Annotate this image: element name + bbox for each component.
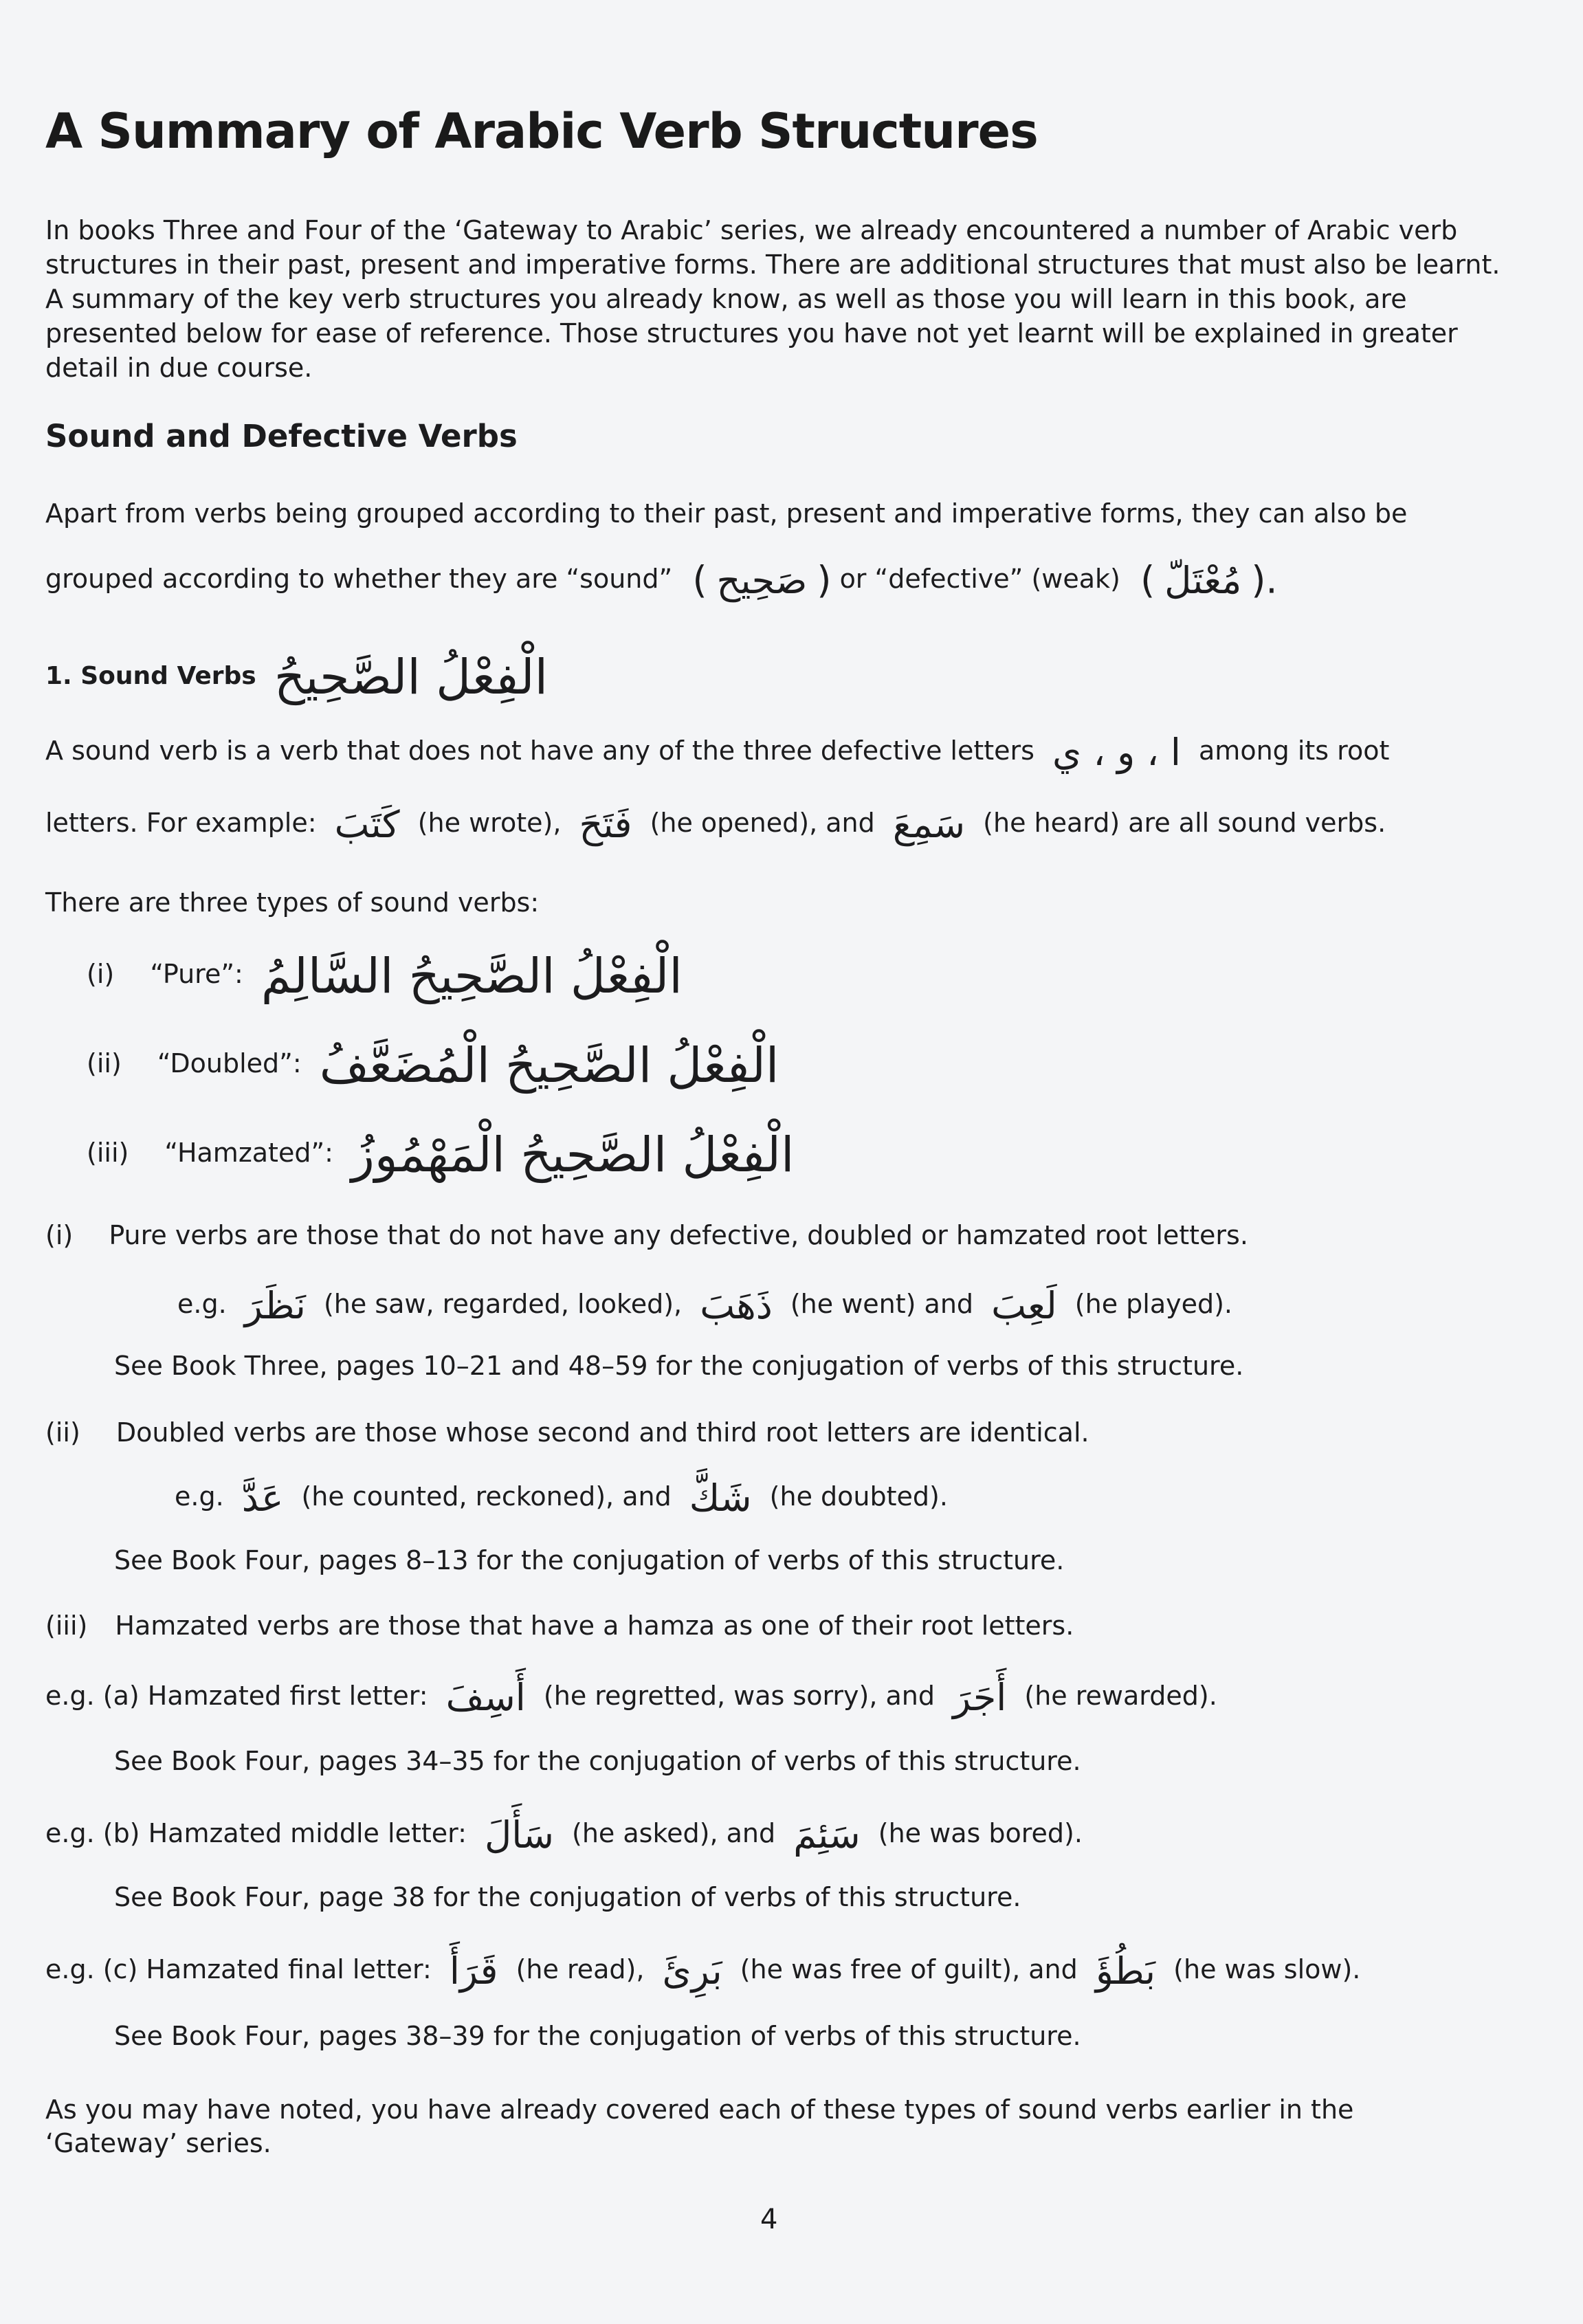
sound-verb-examples bbox=[45, 802, 1386, 846]
eg-label: e.g. bbox=[175, 1481, 224, 1512]
page-title: A Summary of Arabic Verb Structures bbox=[45, 103, 1038, 159]
sound-verbs-heading-arabic: الْفِعْلُ الصَّحِيحُ bbox=[274, 648, 549, 705]
example-arabic: أَجَرَ bbox=[953, 1675, 1007, 1719]
example-arabic: عَدَّ bbox=[241, 1476, 284, 1520]
grouping-text-2a: grouped according to whether they are “sound” bbox=[45, 564, 673, 594]
closing-line-1: As you may have noted, you have already covered each of these types of sound verbs earlier in the bbox=[45, 2094, 1354, 2125]
example-arabic: ذَهَبَ bbox=[700, 1283, 773, 1327]
pure-verbs-reference: See Book Three, pages 10–21 and 48–59 for the conjugation of verbs of this structure. bbox=[114, 1351, 1244, 1381]
hamzated-middle-reference: See Book Four, page 38 for the conjugation of verbs of this structure. bbox=[114, 1882, 1021, 1912]
hamzated-verbs-text: Hamzated verbs are those that have a hamza as one of their root letters. bbox=[115, 1611, 1074, 1641]
type-arabic: الْفِعْلُ الصَّحِيحُ الْمَهْمُوزُ bbox=[351, 1126, 795, 1183]
example-arabic-samia: سَمِعَ bbox=[892, 802, 966, 846]
definition-text-a: A sound verb is a verb that does not have any of the three defective letters bbox=[45, 735, 1034, 766]
example-gloss: (he was bored). bbox=[878, 1818, 1083, 1848]
pure-verbs-text: Pure verbs are those that do not have any defective, doubled or hamzated root letters. bbox=[109, 1220, 1248, 1250]
sound-arabic-term: صَحِيح bbox=[716, 558, 808, 602]
type-arabic: الْفِعْلُ الصَّحِيحُ السَّالِمُ bbox=[261, 947, 683, 1004]
example-gloss: (he heard) are all sound verbs. bbox=[983, 808, 1386, 838]
type-item-pure bbox=[87, 947, 692, 1004]
hamzated-final-reference: See Book Four, pages 38–39 for the conjugation of verbs of this structure. bbox=[114, 2021, 1081, 2051]
hamzated-middle-label: e.g. (b) Hamzated middle letter: bbox=[45, 1818, 467, 1848]
example-arabic: بَرِئَ bbox=[662, 1949, 722, 1993]
example-gloss: (he was free of guilt), and bbox=[740, 1954, 1078, 1984]
pure-verbs-examples bbox=[177, 1285, 1232, 1325]
type-label: “Pure”: bbox=[150, 959, 243, 989]
example-gloss: (he counted, reckoned), and bbox=[301, 1481, 672, 1512]
example-arabic: شَكَّ bbox=[689, 1476, 752, 1520]
types-intro: There are three types of sound verbs: bbox=[45, 887, 540, 918]
grouping-line-2: grouped according to whether they are “sound” ( صَحِيح ) or “defective” (weak) ( مُعْتَلّ ). bbox=[45, 558, 1278, 602]
doubled-verbs-examples bbox=[175, 1476, 948, 1520]
example-gloss: (he regretted, was sorry), and bbox=[543, 1681, 936, 1711]
type-arabic: الْفِعْلُ الصَّحِيحُ الْمُضَعَّفُ bbox=[319, 1037, 779, 1094]
hamzated-final-examples bbox=[45, 1949, 1361, 1993]
defective-arabic-term: مُعْتَلّ bbox=[1164, 558, 1242, 602]
example-gloss: (he read), bbox=[516, 1954, 645, 1984]
example-arabic: سَأَلَ bbox=[484, 1813, 554, 1857]
hamzated-middle-examples bbox=[45, 1813, 1083, 1857]
doubled-verbs-definition bbox=[45, 1414, 1089, 1451]
example-gloss: (he rewarded). bbox=[1024, 1681, 1217, 1711]
example-gloss: (he went) and bbox=[790, 1289, 974, 1319]
hamzated-verbs-definition bbox=[45, 1607, 1074, 1644]
type-item-hamzated bbox=[87, 1126, 804, 1183]
section-heading: Sound and Defective Verbs bbox=[45, 418, 518, 454]
example-gloss: (he opened), and bbox=[650, 808, 875, 838]
example-gloss: (he played). bbox=[1074, 1289, 1233, 1319]
intro-paragraph: In books Three and Four of the ‘Gateway to Arabic’ series, we already encountered a number of Arabic verb structures in their past, present and imperative forms. There are additional structures that must also be learnt. A summary of the key verb structures you already know, as well as those you will learn in this book, are presented below for ease of reference. Those structures you have not yet learnt will be explained in greater detail in due course. bbox=[45, 215, 1501, 383]
example-arabic: لَعِبَ bbox=[991, 1283, 1057, 1327]
example-gloss: (he was slow). bbox=[1173, 1954, 1361, 1984]
example-arabic-kataba: كَتَبَ bbox=[334, 802, 400, 846]
grouping-line-1 bbox=[45, 495, 1407, 532]
example-arabic: قَرَأَ bbox=[449, 1949, 498, 1993]
sound-verbs-heading-text: 1. Sound Verbs bbox=[45, 662, 256, 690]
type-label: “Doubled”: bbox=[157, 1048, 302, 1078]
doubled-verbs-text: Doubled verbs are those whose second and third root letters are identical. bbox=[115, 1417, 1089, 1448]
example-arabic: سَئِمَ bbox=[793, 1813, 861, 1857]
hamzated-first-label: e.g. (a) Hamzated first letter: bbox=[45, 1681, 428, 1711]
item-number: (iii) bbox=[45, 1611, 88, 1641]
sound-verbs-heading bbox=[45, 648, 557, 705]
type-label: “Hamzated”: bbox=[164, 1138, 333, 1168]
pure-verbs-definition bbox=[45, 1217, 1248, 1254]
grouping-text-2b: or “defective” (weak) bbox=[839, 564, 1120, 594]
type-number: (iii) bbox=[87, 1138, 129, 1168]
examples-intro: letters. For example: bbox=[45, 808, 317, 838]
type-number: (i) bbox=[87, 959, 115, 989]
doubled-verbs-reference: See Book Four, pages 8–13 for the conjugation of verbs of this structure. bbox=[114, 1545, 1065, 1575]
eg-label: e.g. bbox=[177, 1289, 227, 1319]
hamzated-first-reference: See Book Four, pages 34–35 for the conjugation of verbs of this structure. bbox=[114, 1746, 1081, 1776]
hamzated-first-examples bbox=[45, 1675, 1217, 1719]
sound-verb-definition bbox=[45, 730, 1390, 774]
grouping-text-1: Apart from verbs being grouped according to their past, present and imperative forms, they can also be bbox=[45, 498, 1408, 529]
example-arabic: نَظَرَ bbox=[244, 1283, 306, 1327]
example-arabic-fataha: فَتَحَ bbox=[579, 802, 632, 846]
page-number: 4 bbox=[760, 2204, 778, 2235]
type-number: (ii) bbox=[87, 1048, 122, 1078]
closing-line-2: ‘Gateway’ series. bbox=[45, 2128, 272, 2158]
example-arabic: بَطُؤَ bbox=[1095, 1949, 1156, 1993]
item-number: (i) bbox=[45, 1220, 74, 1250]
example-gloss: (he wrote), bbox=[417, 808, 562, 838]
example-gloss: (he doubted). bbox=[769, 1481, 948, 1512]
hamzated-final-label: e.g. (c) Hamzated final letter: bbox=[45, 1954, 432, 1984]
example-arabic: أَسِفَ bbox=[445, 1675, 526, 1719]
example-gloss: (he saw, regarded, looked), bbox=[323, 1289, 683, 1319]
defective-letters-arabic: ا ، و ، ي bbox=[1052, 730, 1181, 774]
definition-text-b: among its root bbox=[1199, 735, 1390, 766]
example-gloss: (he asked), and bbox=[572, 1818, 776, 1848]
item-number: (ii) bbox=[45, 1417, 80, 1448]
type-item-doubled bbox=[87, 1037, 788, 1094]
